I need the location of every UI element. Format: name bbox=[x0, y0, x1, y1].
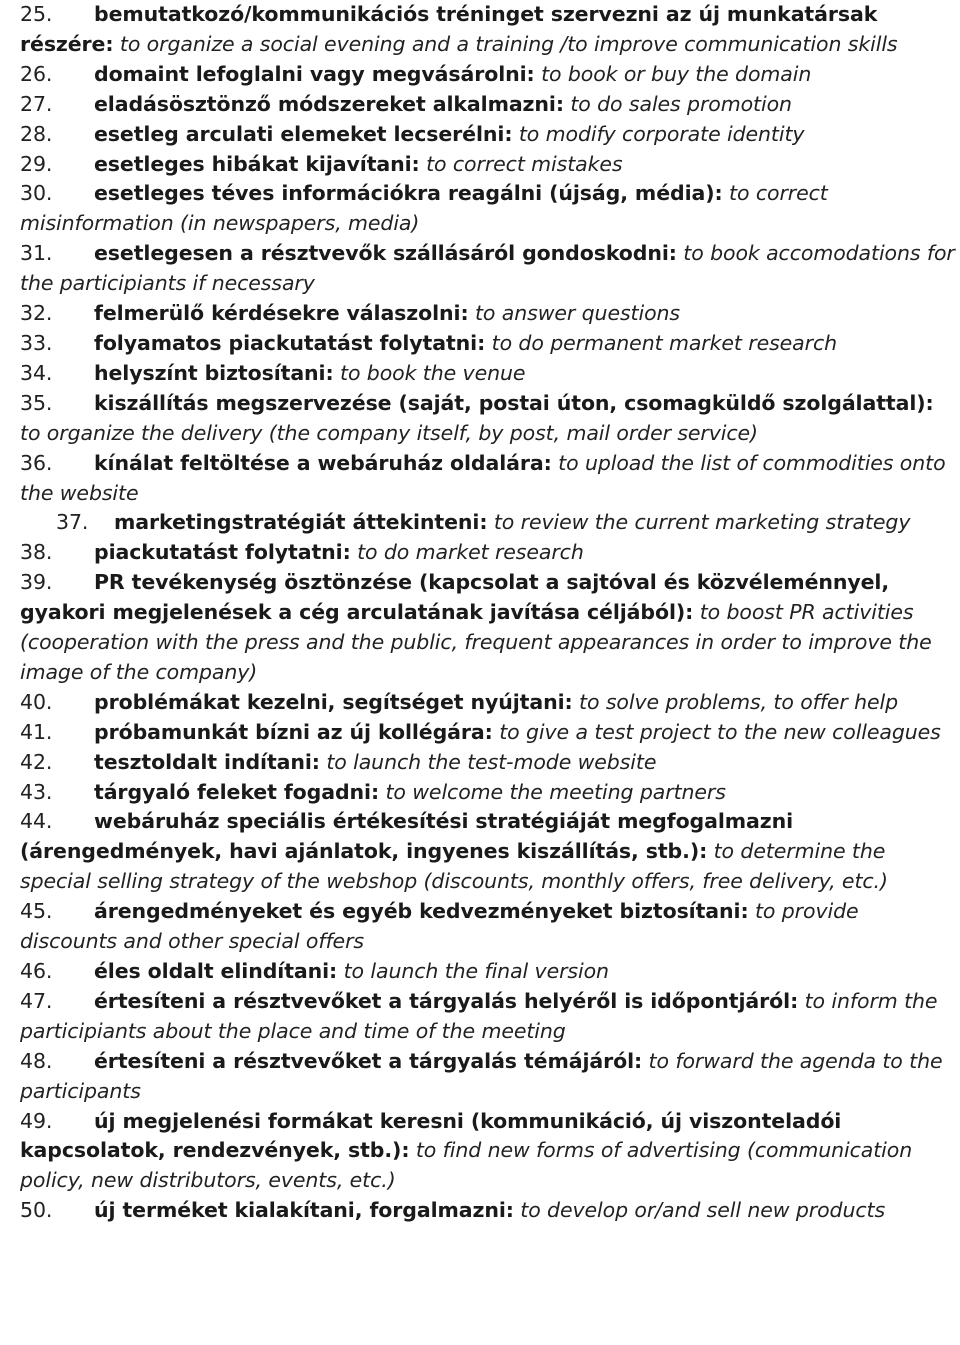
item-number: 29. bbox=[20, 151, 53, 176]
english-translation: to organize a social evening and a training /to improve communication skills bbox=[119, 31, 898, 56]
item-number: 40. bbox=[20, 689, 53, 714]
english-translation: to welcome the meeting partners bbox=[385, 779, 726, 804]
list-item bbox=[20, 508, 955, 538]
vocabulary-list bbox=[20, 0, 960, 1226]
hungarian-term: új terméket kialakítani, forgalmazni: bbox=[94, 1198, 514, 1223]
list-item bbox=[20, 1196, 955, 1226]
hungarian-term: domaint lefoglalni vagy megvásárolni: bbox=[94, 61, 535, 86]
english-translation: to upload the list of commodities onto the website bbox=[20, 450, 946, 505]
hungarian-term: piackutatást folytatni: bbox=[94, 540, 351, 565]
english-translation: to do sales promotion bbox=[570, 91, 792, 116]
list-item bbox=[20, 359, 955, 389]
item-number: 35. bbox=[20, 390, 53, 415]
hungarian-term: felmerülő kérdésekre válaszolni: bbox=[94, 301, 469, 326]
english-translation: to review the current marketing strategy bbox=[493, 510, 911, 535]
hungarian-term: árengedményeket és egyéb kedvezményeket biztosítani: bbox=[94, 899, 749, 924]
hungarian-term: kiszállítás megszervezése (saját, postai úton, csomagküldő szolgálattal): bbox=[94, 390, 934, 415]
english-translation: to book or buy the domain bbox=[541, 61, 812, 86]
hungarian-term: éles oldalt elindítani: bbox=[94, 959, 338, 983]
hungarian-term: esetleg arculati elemeket lecserélni: bbox=[94, 121, 513, 146]
english-translation: to correct mistakes bbox=[426, 151, 623, 176]
item-number: 42. bbox=[20, 749, 53, 774]
list-item bbox=[20, 1047, 955, 1107]
item-number: 50. bbox=[20, 1198, 53, 1223]
english-translation: to do permanent market research bbox=[491, 330, 838, 355]
hungarian-term: új megjelenési formákat keresni (kommunikáció, új viszonteladói kapcsolatok, rendezvények, stb.): bbox=[20, 1108, 842, 1163]
item-number: 25. bbox=[20, 2, 53, 26]
list-item bbox=[20, 807, 955, 897]
hungarian-term: értesíteni a résztvevőket a tárgyalás témájáról: bbox=[94, 1048, 643, 1073]
list-item bbox=[20, 239, 955, 299]
english-translation: to provide discounts and other special offers bbox=[20, 899, 859, 954]
list-item bbox=[20, 0, 955, 60]
item-number: 41. bbox=[20, 719, 53, 744]
english-translation: to find new forms of advertising (communication policy, new distributors, events, etc.) bbox=[20, 1138, 913, 1193]
english-translation: to modify corporate identity bbox=[518, 121, 805, 146]
list-item bbox=[20, 568, 955, 688]
list-item bbox=[20, 389, 955, 449]
english-translation: to book the venue bbox=[340, 360, 526, 385]
hungarian-term: kínálat feltöltése a webáruház oldalára: bbox=[94, 450, 552, 475]
english-translation: to develop or/and sell new products bbox=[520, 1198, 886, 1223]
hungarian-term: esetleges hibákat kijavítani: bbox=[94, 151, 420, 176]
list-item bbox=[20, 150, 955, 180]
english-translation: to correct misinformation (in newspapers, media) bbox=[20, 181, 828, 236]
item-number: 31. bbox=[20, 241, 53, 266]
list-item bbox=[20, 538, 955, 568]
list-item bbox=[20, 688, 955, 718]
list-item bbox=[20, 329, 955, 359]
hungarian-term: tárgyaló feleket fogadni: bbox=[94, 779, 380, 804]
item-number: 32. bbox=[20, 301, 53, 326]
item-number: 48. bbox=[20, 1048, 53, 1073]
list-item bbox=[20, 179, 955, 239]
item-number: 33. bbox=[20, 330, 53, 355]
list-item bbox=[20, 987, 955, 1047]
english-translation: to launch the final version bbox=[343, 959, 609, 983]
item-number: 38. bbox=[20, 540, 53, 565]
item-number: 28. bbox=[20, 121, 53, 146]
hungarian-term: tesztoldalt indítani: bbox=[94, 749, 320, 774]
list-item bbox=[20, 778, 955, 808]
hungarian-term: eladásösztönző módszereket alkalmazni: bbox=[94, 91, 564, 116]
english-translation: to forward the agenda to the participants bbox=[20, 1048, 943, 1103]
hungarian-term: folyamatos piackutatást folytatni: bbox=[94, 330, 486, 355]
hungarian-term: bemutatkozó/kommunikációs tréninget szervezni az új munkatársak részére: bbox=[20, 2, 878, 56]
english-translation: to solve problems, to offer help bbox=[579, 689, 899, 714]
english-translation: to determine the special selling strategy of the webshop (discounts, monthly offers, free delivery, etc.) bbox=[20, 839, 888, 894]
item-number: 27. bbox=[20, 91, 53, 116]
list-item bbox=[20, 748, 955, 778]
hungarian-term: problémákat kezelni, segítséget nyújtani: bbox=[94, 689, 573, 714]
hungarian-term: értesíteni a résztvevőket a tárgyalás helyéről is időpontjáról: bbox=[94, 988, 799, 1013]
item-number: 45. bbox=[20, 899, 53, 924]
item-number: 30. bbox=[20, 181, 53, 206]
hungarian-term: esetleges téves információkra reagálni (újság, média): bbox=[94, 181, 723, 206]
item-number: 44. bbox=[20, 809, 53, 834]
item-number: 49. bbox=[20, 1108, 53, 1133]
hungarian-term: marketingstratégiát áttekinteni: bbox=[114, 510, 488, 535]
english-translation: to do market research bbox=[357, 540, 584, 565]
item-number: 37. bbox=[56, 510, 89, 535]
item-number: 47. bbox=[20, 988, 53, 1013]
list-item bbox=[20, 299, 955, 329]
hungarian-term: helyszínt biztosítani: bbox=[94, 360, 334, 385]
item-number: 34. bbox=[20, 360, 53, 385]
english-translation: to inform the participiants about the place and time of the meeting bbox=[20, 988, 938, 1043]
english-translation: to answer questions bbox=[474, 301, 680, 326]
item-number: 39. bbox=[20, 570, 53, 595]
item-number: 36. bbox=[20, 450, 53, 475]
list-item bbox=[20, 718, 955, 748]
list-item bbox=[20, 449, 955, 509]
english-translation: to give a test project to the new colleagues bbox=[499, 719, 941, 744]
english-translation: to book accomodations for the participiants if necessary bbox=[20, 241, 955, 296]
item-number: 43. bbox=[20, 779, 53, 804]
list-item bbox=[20, 120, 955, 150]
item-number: 46. bbox=[20, 959, 53, 983]
hungarian-term: PR tevékenység ösztönzése (kapcsolat a sajtóval és közvéleménnyel, gyakori megjelenések a cég arculatának javítása céljából): bbox=[20, 570, 890, 625]
english-translation: to boost PR activities (cooperation with the press and the public, frequent appearances in order to improve the image of the company) bbox=[20, 600, 932, 684]
hungarian-term: esetlegesen a résztvevők szállásáról gondoskodni: bbox=[94, 241, 677, 266]
list-item bbox=[20, 90, 955, 120]
hungarian-term: próbamunkát bízni az új kollégára: bbox=[94, 719, 493, 744]
list-item bbox=[20, 957, 955, 987]
item-number: 26. bbox=[20, 61, 53, 86]
english-translation: to launch the test-mode website bbox=[326, 749, 657, 774]
list-item bbox=[20, 1107, 955, 1197]
english-translation: to organize the delivery (the company itself, by post, mail order service) bbox=[20, 420, 758, 445]
list-item bbox=[20, 60, 955, 90]
hungarian-term: webáruház speciális értékesítési stratégiáját megfogalmazni (árengedmények, havi ajánlatok, ingyenes kiszállítás, stb.): bbox=[20, 809, 794, 864]
list-item bbox=[20, 897, 955, 957]
